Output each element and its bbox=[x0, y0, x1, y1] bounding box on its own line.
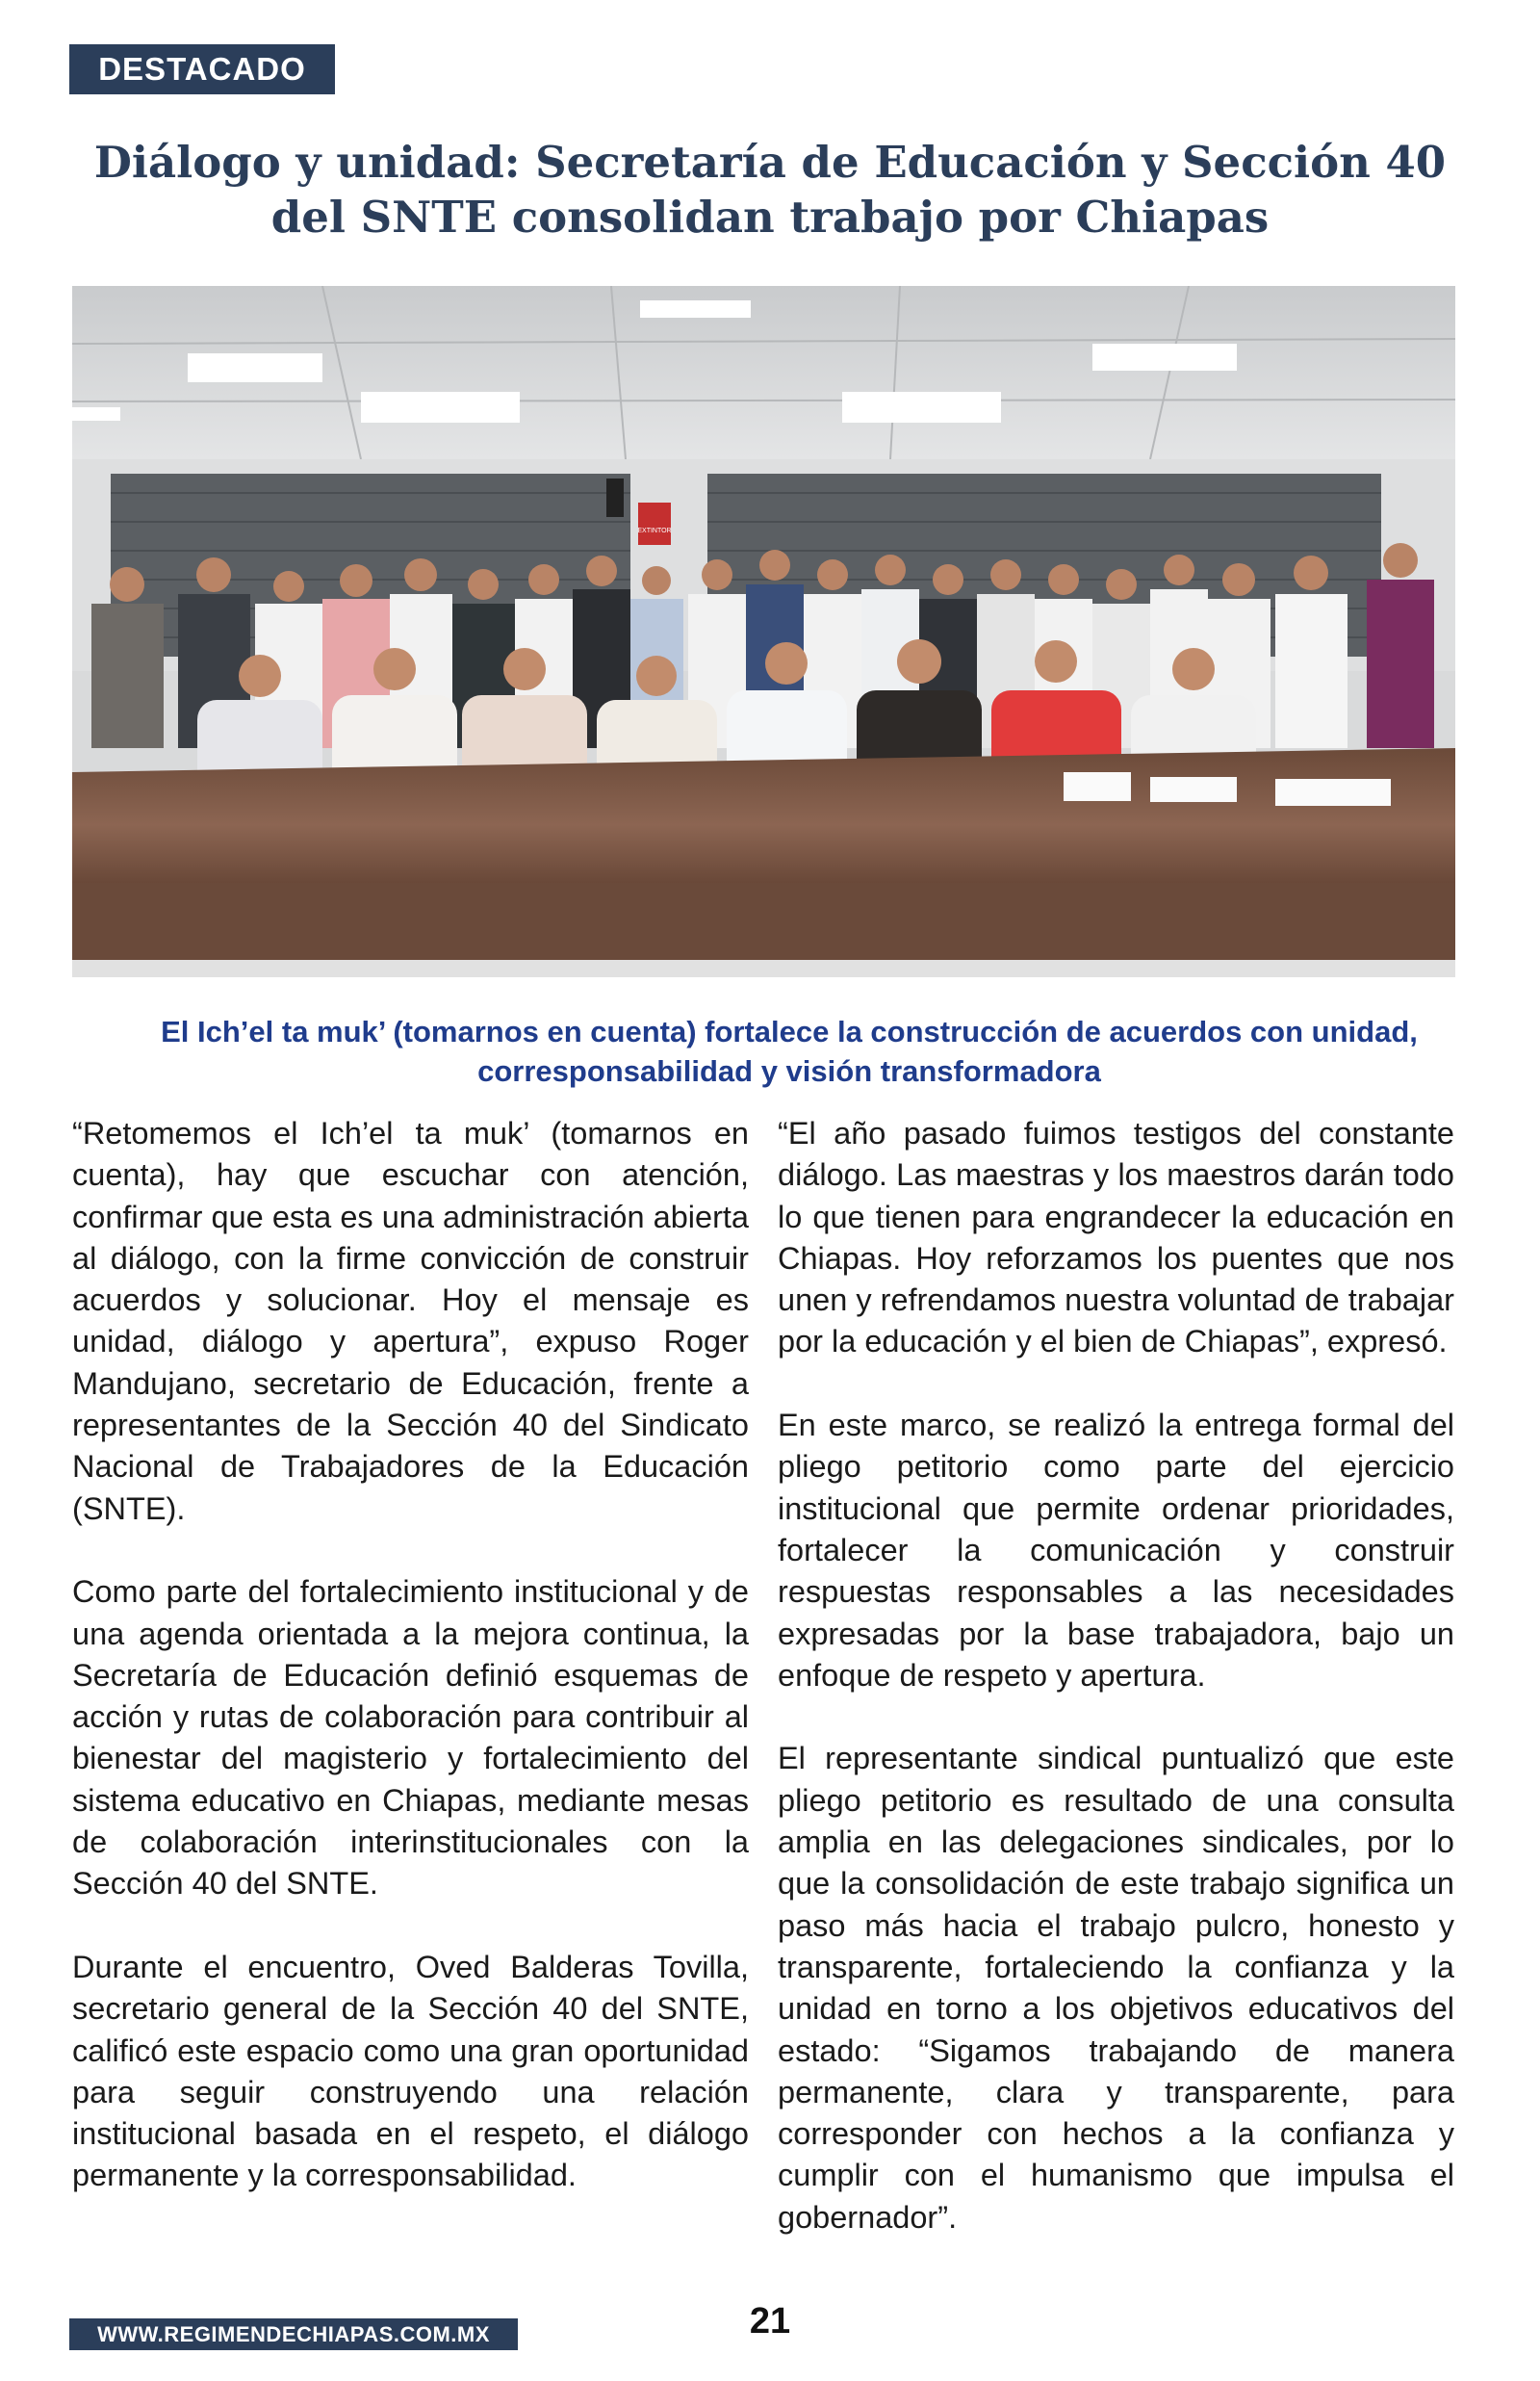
paragraph: Durante el encuentro, Oved Balderas Tovilla, secretario general de la Sección 40 del SNTE, calificó este espacio como una gran oportunidad para seguir construyendo una relación institucional basada en el respeto, el diálogo permanente y la corresponsabilidad. bbox=[72, 1949, 749, 2193]
article-headline: Diálogo y unidad: Secretaría de Educación y Sección 40 del SNTE consolidan trabajo por Chiapas bbox=[93, 137, 1447, 243]
paragraph: Como parte del fortalecimiento institucional y de una agenda orientada a la mejora continua, la Secretaría de Educación definió esquemas de acción y rutas de colaboración para contribuir al bienestar del magisterio y fortalecimiento del sistema educativo en Chiapas, mediante mesas de colaboración interinstitucionales con la Sección 40 del SNTE. bbox=[72, 1574, 749, 1902]
paragraph: “Retomemos el Ich’el ta muk’ (tomarnos en cuenta), hay que escuchar con atención, confirmar que esta es una administración abierta al diálogo, con la firme convicción de construir acuerdos y solucionar. Hoy el mensaje es unidad, diálogo y apertura”, expuso Roger Mandujano, secretario de Educación, frente a representantes de la Sección 40 del Sindicato Nacional de Trabajadores de la Educación (SNTE). bbox=[72, 1116, 749, 1526]
exit-sign-text: EXTINTOR bbox=[637, 528, 672, 534]
article-column-left bbox=[72, 1113, 749, 2197]
paragraph: “El año pasado fuimos testigos del constante diálogo. Las maestras y los maestros darán todo lo que tienen para engrandecer la educación en Chiapas. Hoy reforzamos los puentes que nos unen y refrendamos nuestra voluntad de trabajar por la educación y el bien de Chiapas”, expresó. bbox=[778, 1116, 1454, 1359]
paragraph: El representante sindical puntualizó que este pliego petitorio es resultado de una consulta amplia en las delegaciones sindicales, por lo que la consolidación de este trabajo significa un paso más hacia el trabajo pulcro, honesto y transparente, fortaleciendo la confianza y la unidad en torno a los objetivos educativos del estado: “Sigamos trabajando de manera permanente, clara y transparente, para corresponder con hechos a la confianza y cumplir con el humanismo que impulsa el gobernador”. bbox=[778, 1741, 1454, 2235]
section-tag: DESTACADO bbox=[69, 44, 335, 94]
article-column-right bbox=[778, 1113, 1454, 2239]
article-photo bbox=[72, 286, 1455, 977]
page-number: 21 bbox=[749, 2301, 791, 2342]
website-link[interactable]: WWW.REGIMENDECHIAPAS.COM.MX bbox=[69, 2318, 518, 2350]
photo-caption: El Ich’el ta muk’ (tomarnos en cuenta) fortalece la construcción de acuerdos con unidad, corresponsabilidad y visión transformadora bbox=[161, 1015, 1418, 1088]
meeting-photo-illustration bbox=[72, 286, 1455, 977]
paragraph: En este marco, se realizó la entrega formal del pliego petitorio como parte del ejercicio institucional que permite ordenar prioridades, fortalecer la comunicación y construir respuestas responsables a las necesidades expresadas por la base trabajadora, bajo un enfoque de respeto y apertura. bbox=[778, 1408, 1454, 1693]
